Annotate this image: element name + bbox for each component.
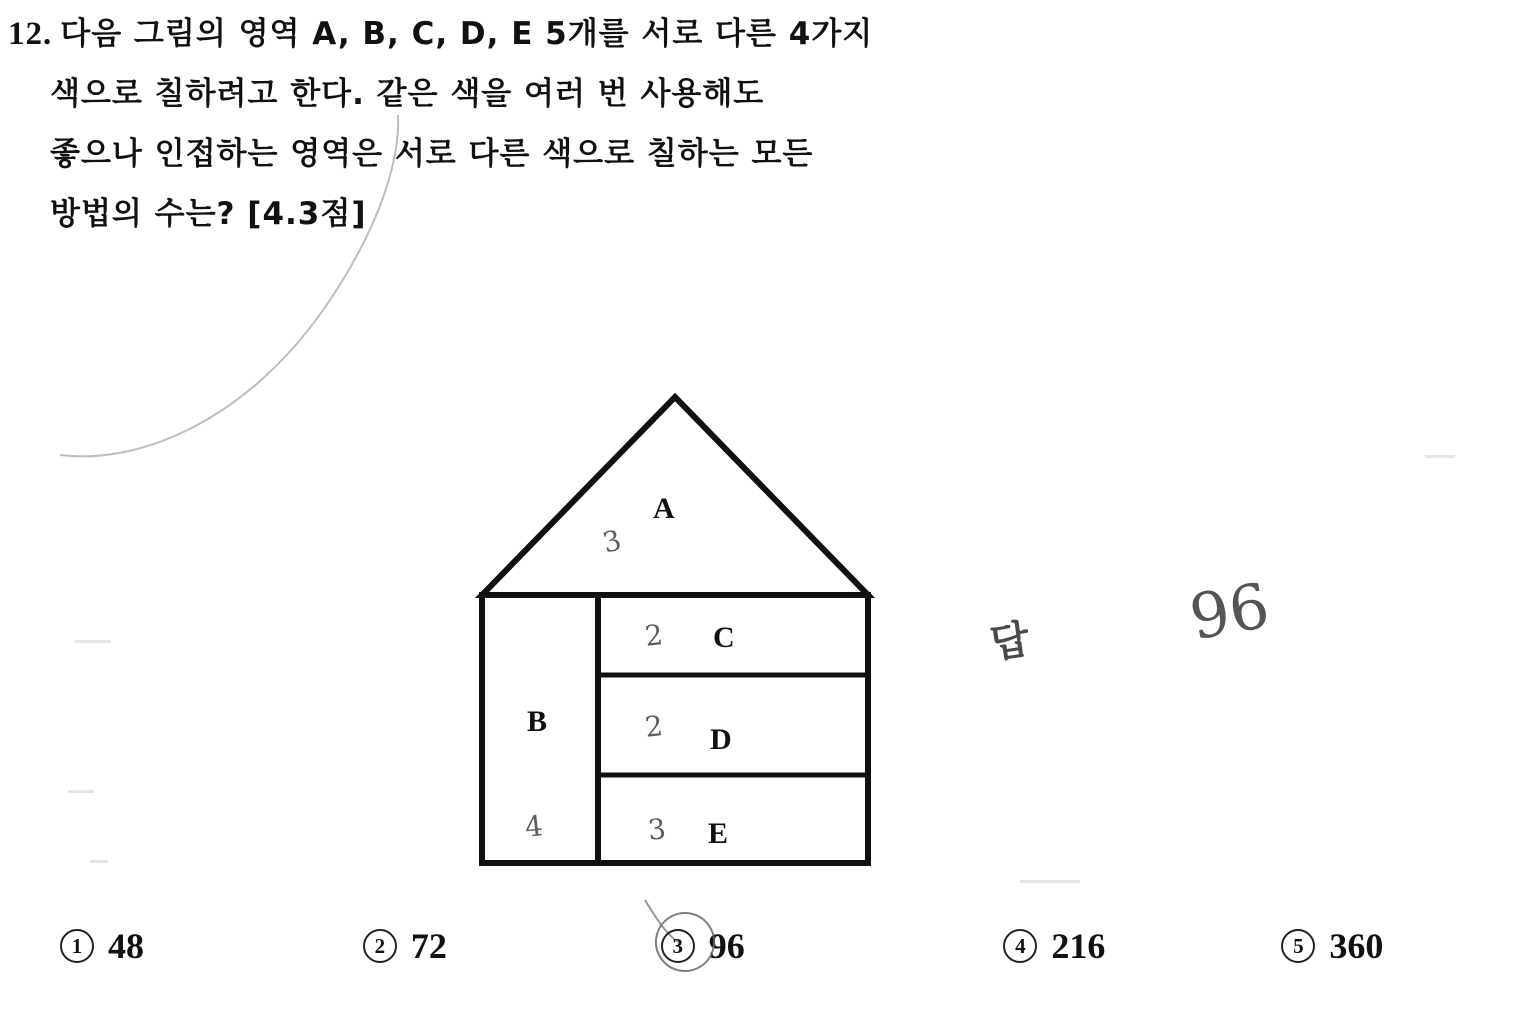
- region-label-e: E: [708, 817, 729, 850]
- scan-speck: [68, 790, 94, 793]
- choice-text-3: 96: [708, 926, 745, 966]
- pencil-note-a: 3: [599, 523, 625, 560]
- scan-speck: [1020, 880, 1080, 883]
- question-line-1-text: 다음 그림의 영역 A, B, C, D, E 5개를 서로 다른 4가지: [60, 16, 874, 52]
- choice-text-4: 216: [1051, 926, 1106, 966]
- region-label-c: C: [713, 621, 735, 654]
- question-line-1: [8, 4, 1488, 64]
- scan-speck: [1425, 455, 1455, 458]
- pencil-note-c: 2: [643, 618, 665, 653]
- handwritten-answer-mark: 답: [987, 615, 1035, 668]
- choice-number-3: 3: [661, 929, 695, 963]
- pencil-note-e: 3: [646, 812, 668, 847]
- choice-option-1[interactable]: [60, 925, 363, 967]
- choice-option-2[interactable]: [363, 925, 661, 967]
- choice-option-4[interactable]: [1003, 925, 1281, 967]
- choice-text-5: 360: [1329, 926, 1384, 966]
- scan-speck: [75, 640, 111, 643]
- question-block: [8, 4, 1488, 244]
- choice-text-1: 48: [108, 926, 144, 966]
- choice-number-1: 1: [60, 929, 94, 963]
- choice-text-2: 72: [410, 926, 447, 966]
- choice-number-2: 2: [363, 929, 397, 963]
- pencil-note-d: 2: [643, 709, 665, 744]
- house-diagram-svg: [470, 385, 890, 875]
- region-label-d: D: [710, 723, 732, 756]
- house-diagram: [470, 385, 890, 875]
- choice-number-4: 4: [1003, 929, 1037, 963]
- region-label-b: B: [527, 705, 548, 738]
- choice-number-5: 5: [1281, 929, 1315, 963]
- choice-option-5[interactable]: [1281, 925, 1480, 967]
- region-label-a: A: [653, 492, 675, 525]
- handwritten-answer-value: 96: [1184, 568, 1275, 655]
- choice-list: [60, 925, 1480, 967]
- question-line-3: 좋으나 인접하는 영역은 서로 다른 색으로 칠하는 모든: [50, 136, 814, 172]
- question-line-4: 방법의 수는? [4.3점]: [50, 196, 367, 232]
- question-line-2: 색으로 칠하려고 한다. 같은 색을 여러 번 사용해도: [50, 76, 765, 112]
- scan-speck: [90, 860, 108, 863]
- question-number: 12.: [8, 16, 53, 52]
- pencil-note-b: 4: [523, 809, 545, 844]
